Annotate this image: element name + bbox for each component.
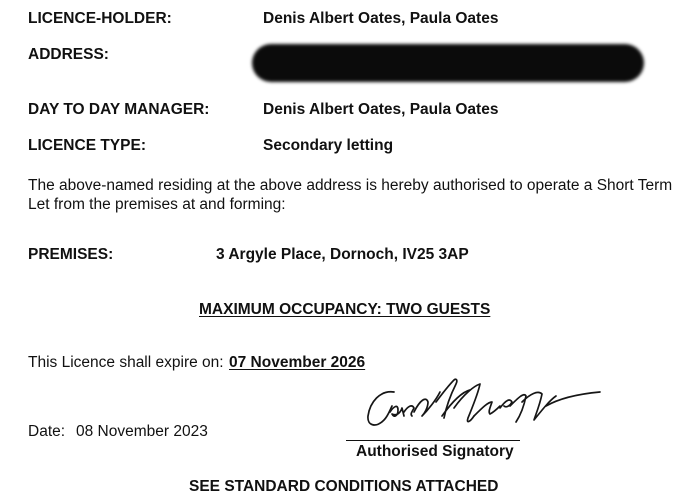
expiry-label: This Licence shall expire on:	[28, 354, 224, 371]
premises-label: PREMISES:	[28, 246, 114, 263]
date-value: 08 November 2023	[76, 423, 208, 440]
premises-value: 3 Argyle Place, Dornoch, IV25 3AP	[216, 246, 469, 263]
address-label: ADDRESS:	[28, 46, 109, 63]
signature-line	[346, 440, 520, 441]
manager-value: Denis Albert Oates, Paula Oates	[263, 101, 499, 118]
handwritten-signature	[350, 372, 620, 444]
authorisation-paragraph: The above-named residing at the above address is hereby authorised to operate a Short Term Let from the premises at and forming:	[28, 177, 673, 213]
licence-type-label: LICENCE TYPE:	[28, 137, 146, 154]
date-label: Date:	[28, 423, 66, 440]
max-occupancy: MAXIMUM OCCUPANCY: TWO GUESTS	[199, 301, 491, 318]
expiry-date: 07 November 2026	[229, 354, 366, 371]
signatory-label: Authorised Signatory	[356, 443, 514, 460]
manager-label: DAY TO DAY MANAGER:	[28, 101, 210, 118]
licence-holder-value: Denis Albert Oates, Paula Oates	[263, 10, 499, 27]
licence-type-value: Secondary letting	[263, 137, 394, 154]
licence-holder-label: LICENCE-HOLDER:	[28, 10, 172, 27]
redaction-block	[252, 44, 644, 82]
footer-conditions: SEE STANDARD CONDITIONS ATTACHED	[189, 478, 499, 495]
